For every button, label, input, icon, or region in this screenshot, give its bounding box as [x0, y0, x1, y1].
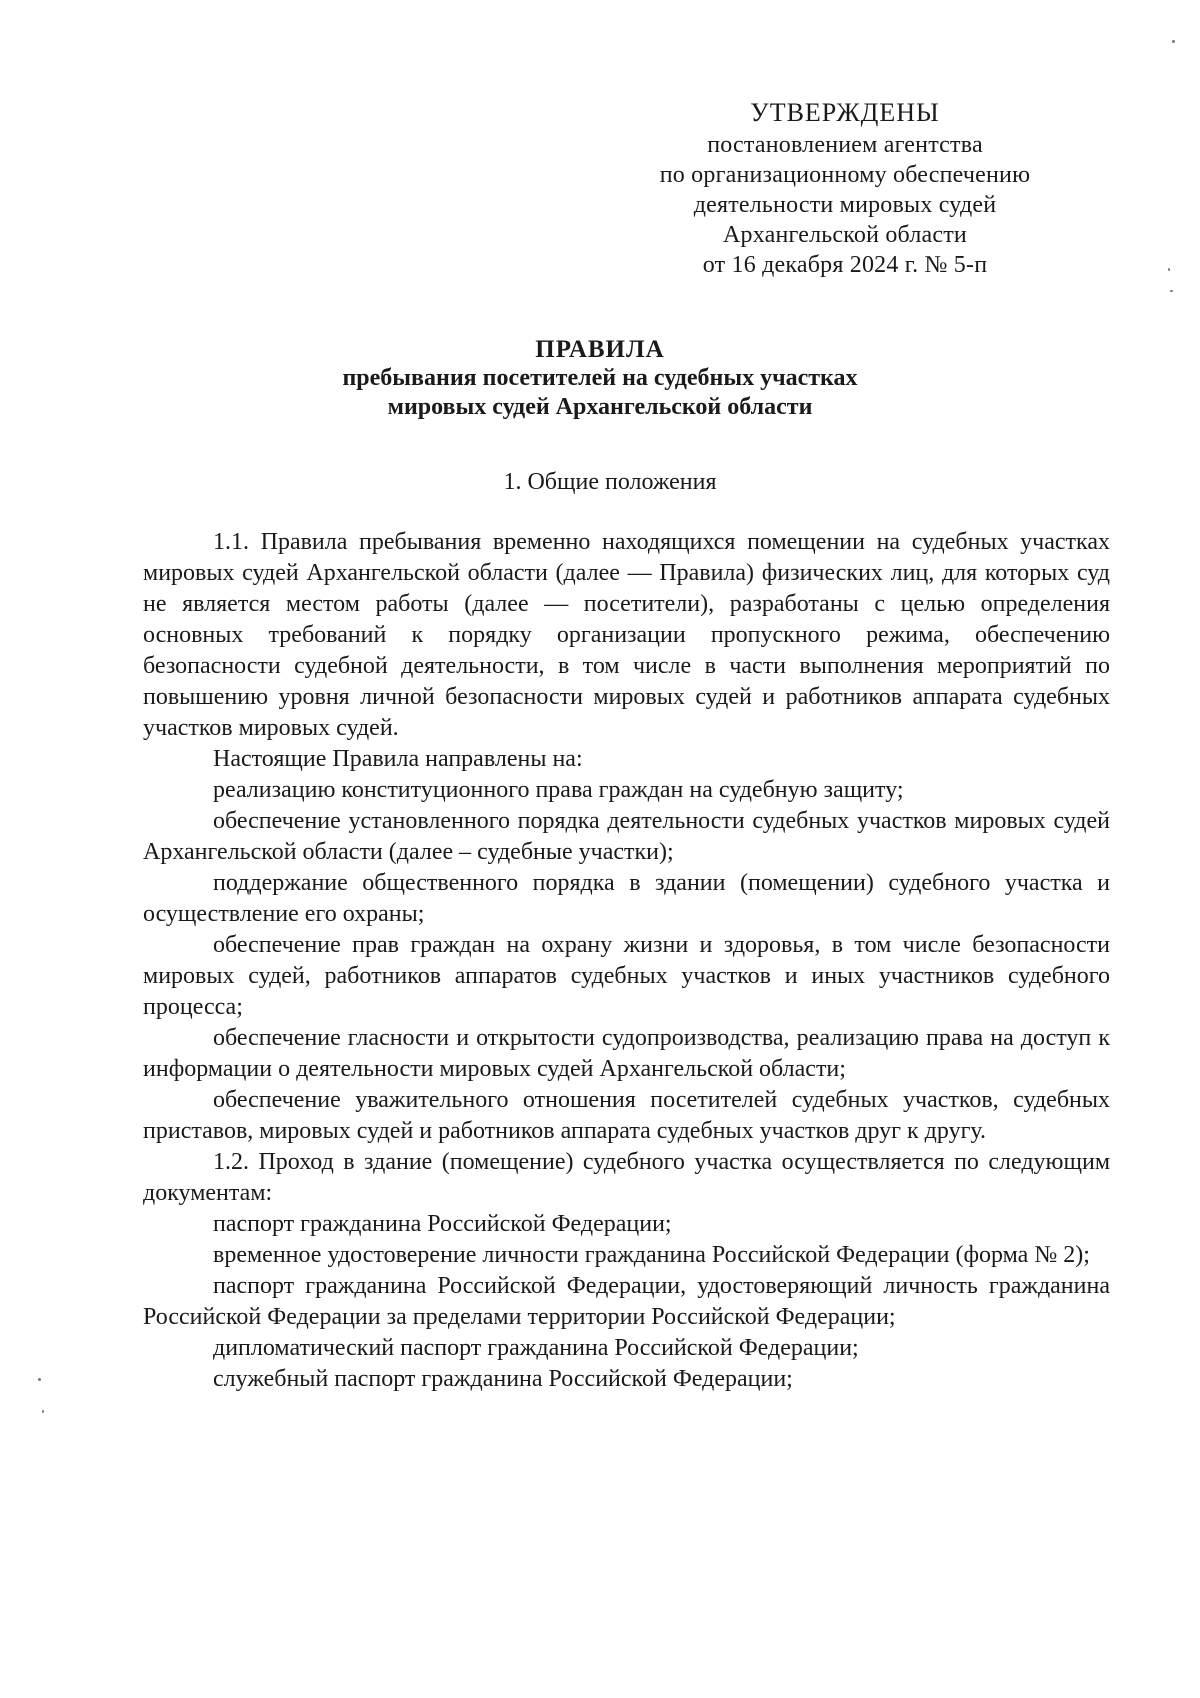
approval-block — [620, 98, 1070, 280]
list-item: временное удостоверение личности гражданина Российской Федерации (форма № 2); — [213, 1242, 1090, 1268]
list-item: паспорт гражданина Российской Федерации, удостоверяющий личность гражданина Российской Федерации за пределами территории Российской Федерации; — [143, 1273, 1110, 1330]
scan-speck — [42, 1410, 44, 1413]
approval-title: УТВЕРЖДЕНЫ — [750, 98, 940, 127]
list-item: дипломатический паспорт гражданина Российской Федерации; — [213, 1335, 859, 1361]
title-subtitle-line: мировых судей Архангельской области — [387, 394, 813, 420]
approval-line: деятельности мировых судей — [693, 192, 997, 218]
title-main: ПРАВИЛА — [535, 336, 665, 363]
approval-line: по организационному обеспечению — [659, 162, 1031, 188]
approval-line: постановлением агентства — [707, 132, 983, 158]
list-item: обеспечение уважительного отношения посетителей судебных участков, судебных приставов, мировых судей и работников аппарата судебных участков друг к другу. — [143, 1087, 1110, 1144]
section-heading: 1. Общие положения — [503, 469, 717, 495]
approval-line: Архангельской области — [723, 222, 967, 248]
list-item: обеспечение прав граждан на охрану жизни и здоровья, в том числе безопасности мировых судей, работников аппаратов судебных участков и иных участников судебного процесса; — [143, 932, 1110, 1020]
title-subtitle-line: пребывания посетителей на судебных участках — [342, 365, 858, 391]
list-item: паспорт гражданина Российской Федерации; — [213, 1211, 672, 1237]
scan-speck — [1172, 40, 1175, 43]
list-item: поддержание общественного порядка в здании (помещении) судебного участка и осуществление его охраны; — [143, 870, 1110, 927]
paragraph: 1.1. Правила пребывания временно находящихся помещении на судебных участках мировых судей Архангельской области (далее — Правила) физических лиц, для которых суд не является местом работы (далее — посетители), разработаны с целью определения основных требований к порядку организации пропускного режима, обеспечению безопасности судебной деятельности, в том числе в части выполнения мероприятий по повышению уровня личной безопасности мировых судей и работников аппарата судебных участков мировых судей. — [143, 529, 1110, 741]
document-title — [0, 335, 1200, 422]
list-item: реализацию конституционного права граждан на судебную защиту; — [213, 777, 904, 803]
paragraph: 1.2. Проход в здание (помещение) судебного участка осуществляется по следующим документам: — [143, 1149, 1110, 1206]
list-item: обеспечение гласности и открытости судопроизводства, реализацию права на доступ к информации о деятельности мировых судей Архангельской области; — [143, 1025, 1110, 1082]
scan-speck — [38, 1378, 41, 1381]
scan-speck — [1168, 268, 1170, 271]
scan-speck — [1170, 290, 1173, 292]
approval-line: от 16 декабря 2024 г. № 5-п — [702, 252, 988, 278]
list-item: обеспечение установленного порядка деятельности судебных участков мировых судей Архангельской области (далее – судебные участки); — [143, 808, 1110, 865]
list-item: служебный паспорт гражданина Российской Федерации; — [213, 1366, 793, 1392]
paragraph: Настоящие Правила направлены на: — [213, 746, 583, 772]
document-body — [143, 527, 1110, 1395]
